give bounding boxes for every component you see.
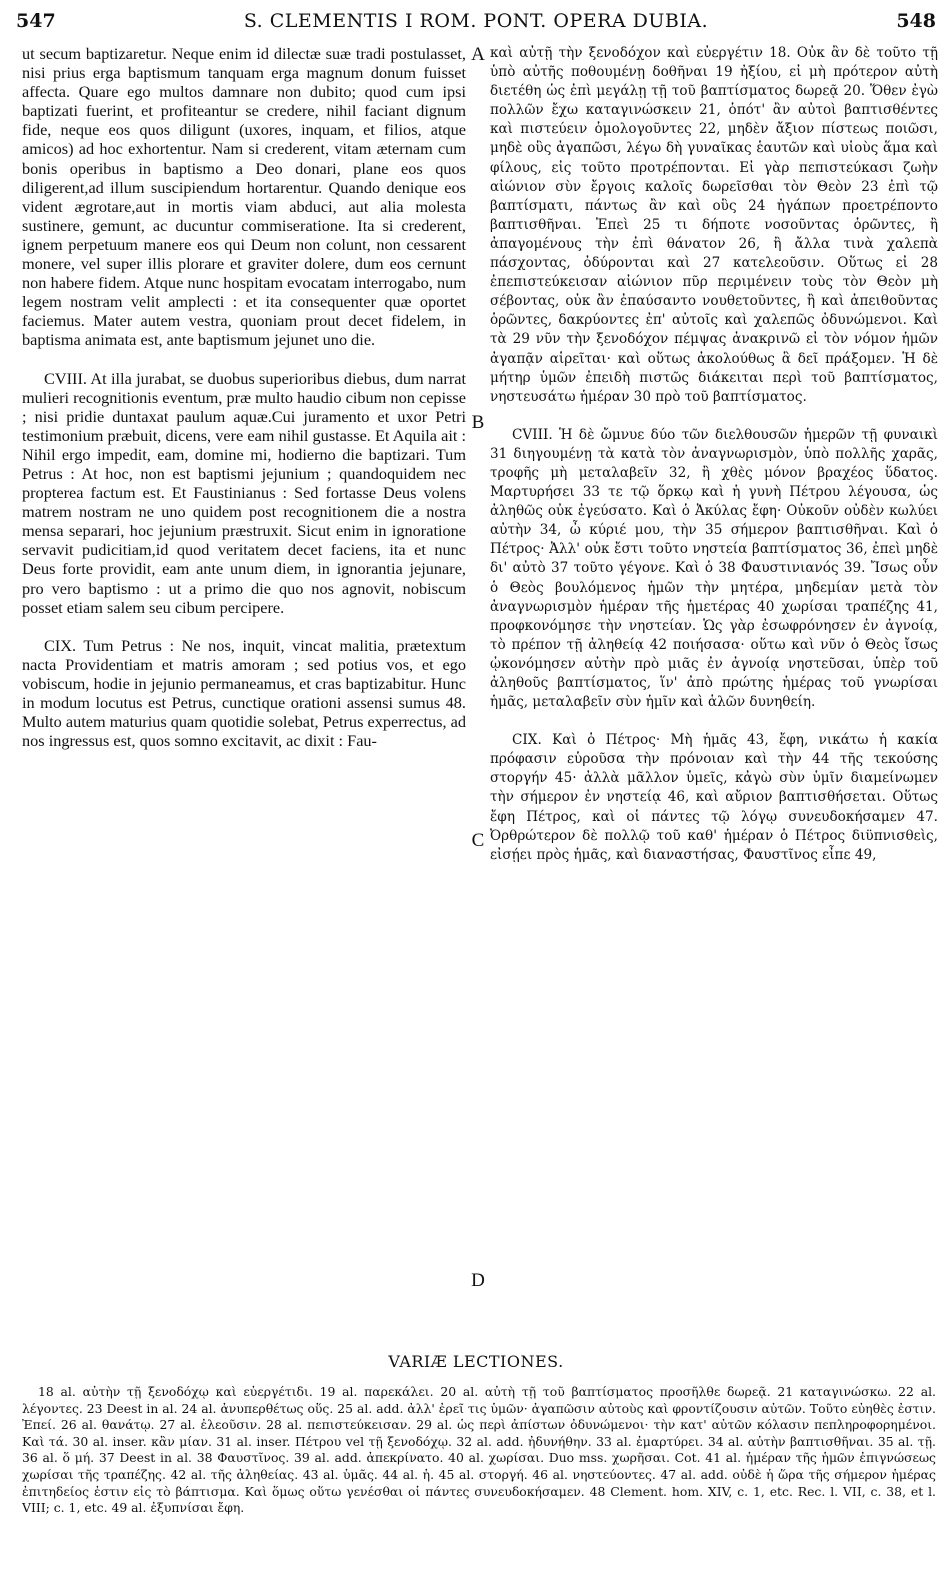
variae-lectiones-heading: VARIÆ LECTIONES. (388, 1352, 564, 1371)
page-number-right: 548 (896, 10, 936, 32)
greek-paragraph: CIX. Καὶ ὁ Πέτρος· Μὴ ἡμᾶς 43, ἔφη, νικάτω ἡ κακία πρόφασιν εὑροῦσα τὴν πρόνοιαν καὶ τὴν 44 τῆς τεκούσης στοργήν 45· ἀλλὰ μᾶλλον ὑμεῖς, κἀγὼ σὺν ὑμῖν διαμείνωμεν τὴν σήμερον ἐν νηστείᾳ 46, καὶ αὔριον βαπτισθήσεται. Οὕτως ἔφη Πέτρος, καὶ οἱ πάντες τῷ λόγῳ συνευδοκήσαμεν 47. Ὀρθρώτερον δὲ πολλῷ τοῦ καθ' ἡμέραν ὁ Πέτρος διϋπνισθεὶς, εἰσῄει πρὸς ἡμᾶς, καὶ διαναστήσας, Φαυστῖνος εἶπε 49, (490, 732, 938, 863)
latin-paragraph: ut secum baptizaretur. Neque enim id dilectæ suæ tradi postulasset, nisi prius erga baptismum tanquam erga magnum donum fuisset affecta. Quare ego multos damnare non dubito; quod cum ipsi baptizati fuerint, et profiteantur se credere, nihil faciant dignum fide, neque eos quos diligunt (uxores, inquam, et filios, atque amicos) ad hoc exhortentur. Nam si crederent, vitam æternam cum bonis operibus in baptismo a Deo donari, plane eos quos diligerent,ad illum suscipiendum hortarentur. Quando denique eos vident ægrotare,aut in mortis viam abduci, aut alia molesta sustinere, gemunt, ac ducuntur commiseratione. Ita si crederent, ignem perpetuum manere eos qui Deum non colunt, non cessarent monere, vel super illis plorare et graviter dolere, dum eos cernunt non habere fidem. Atque nunc hospitam evocatam interrogabo, num legem nostram velit amplecti : et ita consequenter quæ oportet faciemus. Mater autem vestra, quoniam prout decet fidelem, in baptisma animata est, ante baptismum jejunet uno die. (22, 44, 466, 350)
running-title: S. CLEMENTIS I ROM. PONT. OPERA DUBIA. (243, 10, 709, 32)
latin-column (22, 44, 466, 1244)
variae-lectiones (22, 1384, 936, 1564)
greek-paragraph: καὶ αὐτῇ τὴν ξενοδόχον καὶ εὐεργέτιν 18. Οὐκ ἂν δὲ τοῦτο τῇ ὑπὸ αὐτῆς ποθουμένῃ δοθῆναι 19 ἠξίου, εἰ μὴ πρότερον αὐτὴ διετέθη ὡς ἐπὶ μεγάλῃ τῇ τοῦ βαπτίσματος δωρεᾷ 20. Ὅθεν ἐγὼ πολλῶν ἔχω καταγινώσκειν 21, ὁπότ' ἂν αὐτοὶ βαπτισθέντες καὶ πιστεύειν ὁμολογοῦντες 22, μηδὲν ἄξιον πίστεως ποιῶσι, μηδὲ οὓς ἀγαπῶσι, λέγω δὴ γυναῖκας ἑαυτῶν καὶ υἱοὺς ἅμα καὶ φίλους, εἰς τοῦτο προτρέπονται. Εἰ γὰρ πεπιστεύκασι ζωὴν αἰώνιον σὺν ἔργοις καλοῖς δωρεῖσθαι τὸν Θεὸν 23 ἐπὶ τῷ βαπτίσματι, πάντως ἂν καὶ οὓς 24 ἠγάπων προετρέποντο βαπτισθῆναι. Ἐπεὶ 25 τι δήποτε νοσοῦντας ὁρῶντες, ἢ ἀπαγομένους τὴν ἐπὶ θάνατον 26, ἢ ἄλλα τινὰ χαλεπὰ πάσχοντας, ὀδύρονται καὶ 27 κατελεοῦσιν. Οὕτως εἰ 28 ἐπεπιστεύκεισαν αἰώνιον πῦρ περιμένειν τοὺς τὸν Θεὸν μὴ σέβοντας, οὐκ ἂν ἐπαύσαντο νουθετοῦντες, ἢ καὶ ἀπειθοῦντας ὁρῶντες, δακρύοντες ἐπ' αὐτοῖς καὶ χαλεπῶς ὀδυνώμενοι. Καὶ τὰ 29 νῦν τὴν ξενοδόχον πέμψας ἀνακρινῶ εἰ τὸν νόμον ἡμῶν ἀγαπᾷν αἱρεῖται· καὶ οὕτως ἀκολούθως ἃ δεῖ πράξομεν. Ἡ δὲ μήτηρ ὑμῶν ἐπειδὴ πιστῶς διάκειται περὶ τοῦ βαπτίσματος, νηστευσάτω ἡμέραν 30 πρὸ τοῦ βαπτίσματος. (490, 45, 938, 405)
latin-paragraph: CIX. Tum Petrus : Ne nos, inquit, vincat malitia, prætextum nacta Providentiam et matris amoram ; sed potius vos, et ego vobiscum, hodie in jejunio permaneamus, et cras baptizabitur. Hunc in modum locutus est Petrus, cunctique orationi assensi sumus 48. Multo autem maturius quam quotidie solebat, Petrus experrectus, ad nos ingressus est, quos somno excitavit, ac dixit : Fau- (22, 635, 466, 751)
page-number-left: 547 (16, 10, 56, 32)
greek-paragraph: CVIII. Ἡ δὲ ὤμνυε δύο τῶν διελθουσῶν ἡμερῶν τῇ φυναικὶ 31 διηγουμένῃ τὰ κατὰ τὸν ἀναγνωρισμὸν, ὑπὸ πολλῆς χαρᾶς, τροφῆς μὴ μεταλαβεῖν 32, ἢ χθὲς μόνον βραχέος ὕδατος. Μαρτυρήσει 33 τε τῷ ὅρκῳ καὶ ἡ γυνὴ Πέτρου λέγουσα, ὡς ἀληθῶς οὐκ ἐγεύσατο. Καὶ ὁ Ἀκύλας ἔφη· Οὐκοῦν οὐδὲν κωλύει αὐτὴν 34, ὦ κύριέ μου, τὴν 35 σήμερον βαπτισθῆναι. Καὶ ὁ Πέτρος· Ἀλλ' οὐκ ἔστι τοῦτο νηστεία βαπτίσματος 36, ἐπεὶ μηδὲ δι' αὐτὸ 37 τοῦτο γέγονε. Καὶ ὁ 38 Φαυστινιανός 39. Ἴσως οὖν ὁ Θεὸς βουλόμενος ἡμῶν τὴν μητέρα, μηδεμίαν μετὰ τὸν ἀναγνωρισμὸν ἡμέραν τῆς ἡμετέρας 40 χωρίσαι τραπέζης 41, προφκονόμησε τὴν νηστείαν. Ὡς γὰρ ἐσωφρόνησεν ἐν ἀγνοίᾳ, τὸ πρέπον τῇ ἀληθείᾳ 42 ποιήσασα· οὕτω καὶ νῦν ὁ Θεὸς ἴσως ᾠκονόμησεν αὐτὴν πρὸ μιᾶς ἐν ἀγνοίᾳ νηστεῦσαι, ὑπὲρ τοῦ ἀληθοῦς βαπτίσματος, ἵν' ἀπὸ πρώτης ἡμέρας τοῦ γνωρίσαι ἡμᾶς, μεταλαβεῖν σὺν ἡμῖν καὶ ἁλῶν δυνηθείη. (490, 426, 938, 711)
margin-letter-b: B (471, 412, 485, 433)
margin-letter-c: C (471, 830, 485, 851)
latin-paragraph: CVIII. At illa jurabat, se duobus superioribus diebus, dum narrat mulieri recognitionis eventum, præ multo haudio cibum non cepisse ; nisi pridie duntaxat paulum aquæ.Cui juramento et uxor Petri testimonium præbuit, dicens, vere eam nihil gustasse. Et Aquila ait : Nihil ergo impedit, eam, domine mi, hodierno die baptizari. Tum Petrus : At hoc, non est baptismi jejunium ; quandoquidem nec propterea factum est. Et Faustinianus : Sed fortasse Deus volens matrem nostram ne uno quidem post recognitionem die a nostra mensa separari, hoc jejunium præstruxit. Sicut enim in ignoratione servavit pudicitiam,id quod veritatem decet faciens, ita et nunc Deus forte providit, eam ante unum diem, in ignorantia jejunare, pro vero baptismo : ut a primo die quo nos agnovit, nobiscum posset etiam salem seu cibum percipere. (22, 368, 466, 617)
margin-letter-d: D (471, 1270, 485, 1291)
running-header (16, 10, 936, 40)
variae-lectiones-text: 18 al. αὐτὴν τῇ ξενοδόχῳ καὶ εὐεργέτιδι. 19 al. παρεκάλει. 20 al. αὐτὴ τῇ τοῦ βαπτίσματος προσῆλθε δωρεᾷ. 21 καταγινώσκω. 22 al. λέγοντες. 23 Deest in al. 24 al. ἀνυπερθέτως οὕς. 25 al. add. ἀλλ' ἐρεῖ τις ὑμῶν· ἀγαπῶσιν αὐτοὺς καὶ φροντίζουσιν αὐτῶν. Τοῦτο εὐηθὲς ἐστιν. Ἐπεί. 26 al. θανάτῳ. 27 al. ἐλεοῦσιν. 28 al. πεπιστεύκεισαν. 29 al. ὡς περὶ ἀπίστων ὀδυνώμενοι· τὴν κατ' αὐτῶν κόλασιν πεπληροφορημένοι. Καὶ τά. 30 al. inser. κἂν μίαν. 31 al. inser. Πέτρου vel τῇ ξενοδόχῳ. 32 al. add. ἠδυνήθην. 33 al. ἐμαρτύρει. 34 al. αὐτὴν βαπτισθῆναι. 35 al. τῇ. 36 al. ὅ μή. 37 Deest in al. 38 Φαυστῖνος. 39 al. add. ἀπεκρίνατο. 40 al. χωρίσαι. Duo mss. χωρῆσαι. Cot. 41 al. ἡμέραν τῆς ἡμῶν ἐπιγνώσεως χωρίσαι τῆς τραπέζης. 42 al. τῆς ἀληθείας. 43 al. ὑμᾶς. 44 al. ἡ. 45 al. στοργή. 46 al. νηστεύοντες. 47 al. add. οὐδὲ ἡ ὥρα τῆς σήμερον ἡμέρας ἐπιτηδείος ἐστιν εἰς τὸ βάπτισμα. Καὶ ὅμως οὕτω γενέσθαι οἱ πάντες συνευδοκήσαμεν. 48 Clement. hom. XIV, c. 1, etc. Rec. l. VII, c. 38, et l. VIII; c. 1, etc. 49 al. ἐξυπνίσαι ἔφη. (22, 1384, 936, 1516)
margin-letter-a: A (471, 44, 485, 65)
greek-column (490, 44, 938, 1244)
